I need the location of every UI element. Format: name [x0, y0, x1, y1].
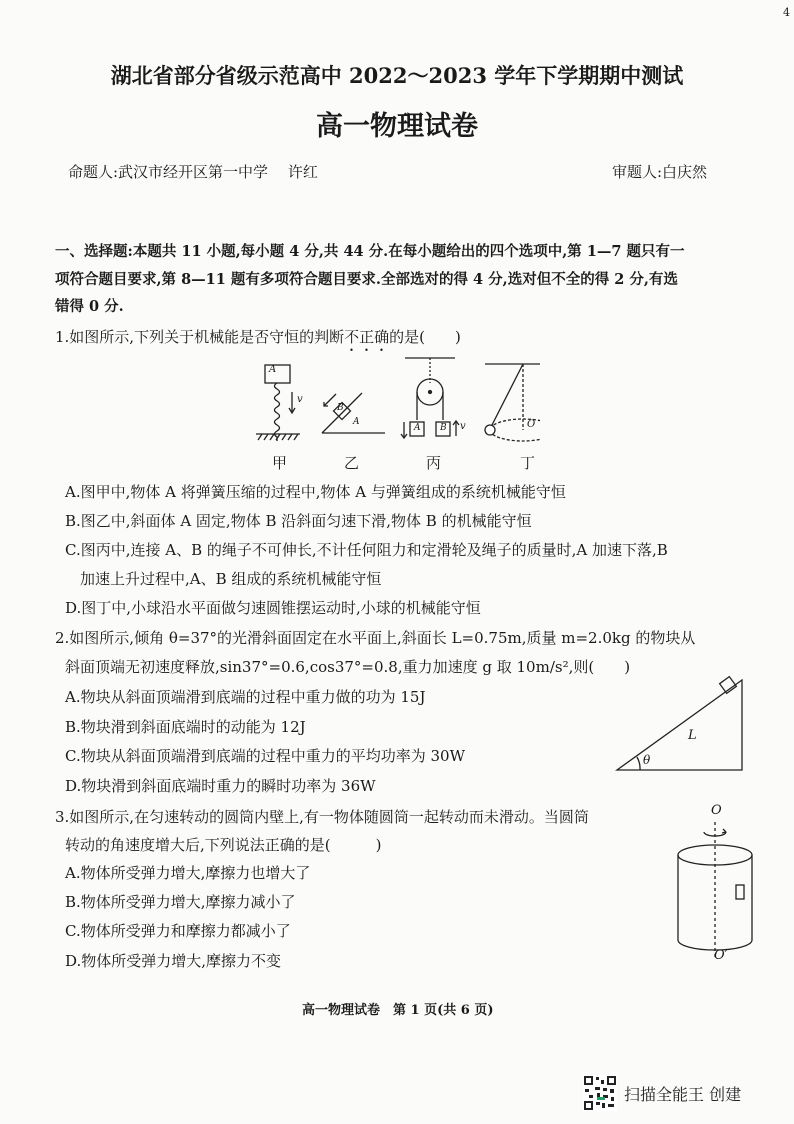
fig-bing-velocity-label: v	[460, 421, 466, 432]
fig-jia-block-label: A	[269, 364, 277, 375]
q1-stem-post: 的是( )	[389, 328, 461, 346]
section-instruction-1: 一、选择题:本题共 11 小题,每小题 4 分,共 44 分.在每小题给出的四个选项中,第 1—7 题只有一	[55, 243, 685, 260]
scanner-watermark: 扫描全能王 创建	[624, 1085, 742, 1104]
fig-bing-b-label: B	[440, 423, 447, 433]
q3-option-d: D.物体所受弹力增大,摩擦力不变	[65, 952, 282, 970]
q1-figures	[240, 350, 540, 450]
qr-code-icon	[583, 1075, 617, 1111]
fig-label-yi: 乙	[344, 454, 360, 472]
fig-bing-a-label: A	[414, 423, 421, 433]
fig-label-bing: 丙	[426, 454, 442, 472]
q2-option-b: B.物块滑到斜面底端时的动能为 12J	[65, 718, 306, 736]
q3-stem-1: 3.如图所示,在匀速转动的圆筒内壁上,有一物体随圆筒一起转动而未滑动。当圆筒	[55, 808, 589, 826]
exam-subtitle: 高一物理试卷	[316, 111, 478, 142]
corner-mark: 4	[783, 6, 790, 19]
q2-length-label: L	[688, 728, 697, 743]
page-footer: 高一物理试卷 第 1 页(共 6 页)	[302, 1003, 494, 1018]
fig-ding-center-label: O	[527, 419, 536, 430]
figure-yi-incline	[322, 393, 385, 433]
q3-option-c: C.物体所受弹力和摩擦力都减小了	[65, 922, 291, 940]
q3-option-b: B.物体所受弹力增大,摩擦力减小了	[65, 893, 296, 911]
exam-title: 湖北省部分省级示范高中 2022～2023 学年下学期期中测试	[110, 63, 684, 88]
q3-stem-2: 转动的角速度增大后,下列说法正确的是( )	[65, 836, 382, 854]
q1-option-d: D.图丁中,小球沿水平面做匀速圆锥摆运动时,小球的机械能守恒	[65, 599, 481, 617]
section-instruction-2: 项符合题目要求,第 8—11 题有多项符合题目要求.全部选对的得 4 分,选对但不全的得 2 分,有选	[55, 271, 678, 288]
q2-stem-2: 斜面顶端无初速度释放,sin37°=0.6,cos37°=0.8,重力加速度 g 取 10m/s²,则( )	[65, 658, 631, 676]
q1-stem-emphasis: 不正确	[344, 328, 390, 346]
q3-axis-top-label: O	[711, 803, 722, 818]
q2-angle-label: θ	[643, 753, 651, 767]
fig-label-jia: 甲	[272, 454, 288, 472]
q1-stem-pre: 1.如图所示,下列关于机械能是否守恒的判断	[55, 328, 345, 346]
q2-incline-figure	[612, 675, 752, 775]
figure-jia-spring	[256, 365, 300, 441]
q2-option-c: C.物块从斜面顶端滑到底端的过程中重力的平均功率为 30W	[65, 747, 465, 765]
section-instruction-3: 错得 0 分.	[55, 298, 124, 315]
q2-option-d: D.物块滑到斜面底端时重力的瞬时功率为 36W	[65, 777, 376, 795]
fig-yi-incline-label: A	[353, 417, 360, 427]
author: 命题人:武汉市经开区第一中学 许红	[68, 163, 318, 181]
q3-axis-bottom-label: O′	[714, 948, 728, 963]
q3-cylinder-figure	[670, 810, 760, 970]
q1-option-a: A.图甲中,物体 A 将弹簧压缩的过程中,物体 A 与弹簧组成的系统机械能守恒	[65, 483, 566, 501]
figure-bing-pulley	[401, 358, 459, 438]
q1-option-c-cont: 加速上升过程中,A、B 组成的系统机械能守恒	[80, 570, 382, 588]
q3-option-a: A.物体所受弹力增大,摩擦力也增大了	[65, 864, 311, 882]
fig-yi-block-label: B	[337, 403, 344, 413]
reviewer: 审题人:白庆然	[612, 163, 708, 181]
fig-jia-velocity-label: v	[297, 394, 303, 405]
q2-stem-1: 2.如图所示,倾角 θ=37°的光滑斜面固定在水平面上,斜面长 L=0.75m,质量 m=2.0kg 的物块从	[55, 629, 696, 647]
q2-option-a: A.物块从斜面顶端滑到底端的过程中重力做的功为 15J	[65, 688, 426, 706]
q1-option-c: C.图丙中,连接 A、B 的绳子不可伸长,不计任何阻力和定滑轮及绳子的质量时,A 加速下落,B	[65, 541, 668, 559]
q1-option-b: B.图乙中,斜面体 A 固定,物体 B 沿斜面匀速下滑,物体 B 的机械能守恒	[65, 512, 532, 530]
fig-label-ding: 丁	[520, 454, 536, 472]
